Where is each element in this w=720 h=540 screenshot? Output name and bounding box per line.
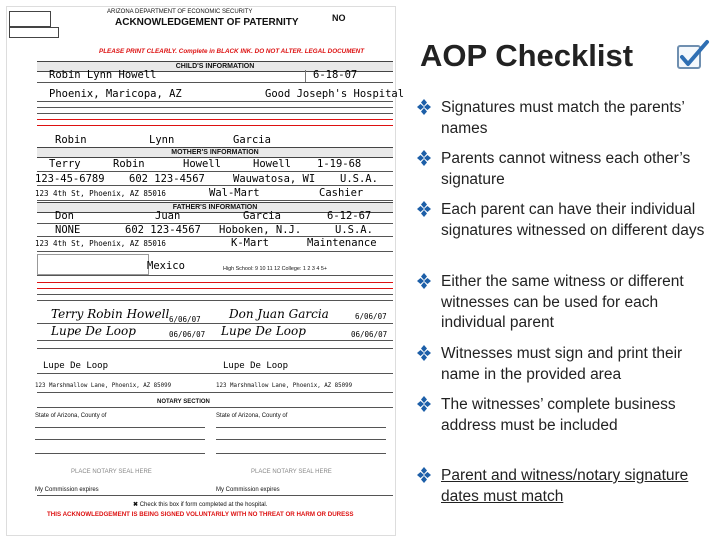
checklist-item-6-text: The witnesses’ complete business address must be included xyxy=(441,396,676,434)
checklist-item-2-text: Parents cannot witness each other’s signature xyxy=(441,150,691,188)
mother-ssn-value: 123-45-6789 xyxy=(35,173,105,185)
notary-state-2: State of Arizona, County of xyxy=(216,413,288,419)
mother-address-value: 123 4th St, Phoenix, AZ 85016 xyxy=(35,189,166,198)
notary-section-label: NOTARY SECTION xyxy=(157,399,210,405)
notary-seal-2: PLACE NOTARY SEAL HERE xyxy=(251,469,332,475)
witness-date-2: 06/06/07 xyxy=(351,330,388,339)
checklist-item-7 xyxy=(416,466,716,510)
form-id-box xyxy=(9,11,51,27)
father-employer-value: K-Mart xyxy=(231,237,269,249)
education-row: High School: 9 10 11 12 College: 1 2 3 4 5+ xyxy=(223,266,328,272)
permanent-box xyxy=(9,27,59,38)
father-first-value: Don xyxy=(55,210,74,222)
witness-print-1: Lupe De Loop xyxy=(43,361,109,371)
father-ssn-value: NONE xyxy=(55,224,81,236)
father-signature-scribble: Don Juan Garcia xyxy=(229,307,329,321)
father-sig-date: 6/06/07 xyxy=(355,312,387,321)
child-name-value: Robin Lynn Howell xyxy=(49,69,157,81)
slide-title: AOP Checklist xyxy=(420,38,634,73)
father-address-value: 123 4th St, Phoenix, AZ 85016 xyxy=(35,239,166,248)
section-mother-bar: MOTHER'S INFORMATION xyxy=(37,147,393,158)
witness-signature-2: Lupe De Loop xyxy=(221,324,306,338)
mother-signature-scribble: Terry Robin Howell xyxy=(51,307,170,321)
father-middle-value: Juan xyxy=(155,210,181,222)
diamond-bullet-icon xyxy=(416,395,432,413)
diamond-bullet-icon xyxy=(416,149,432,167)
mother-country-value: U.S.A. xyxy=(340,173,378,185)
checklist-item-3 xyxy=(416,200,716,272)
checkbox-check-icon xyxy=(675,38,711,74)
commission-2: My Commission expires xyxy=(216,487,280,493)
birth-place-value: Phoenix, Maricopa, AZ xyxy=(49,88,182,100)
section-father-bar: FATHER'S INFORMATION xyxy=(37,202,393,213)
child-dob-value: 6-18-07 xyxy=(313,69,358,81)
diamond-bullet-icon xyxy=(416,466,432,484)
witness-date-1: 06/06/07 xyxy=(169,330,206,339)
form-number-label: NO xyxy=(332,13,346,23)
witness-signature-1: Lupe De Loop xyxy=(51,324,136,338)
mother-maiden-value: Howell xyxy=(253,158,291,170)
diamond-bullet-icon xyxy=(416,200,432,218)
father-last-value: Garcia xyxy=(243,210,281,222)
child-first-value: Robin xyxy=(55,134,87,146)
hospital-value: Good Joseph's Hospital xyxy=(265,88,405,100)
father-occupation-value: Maintenance xyxy=(307,237,377,249)
father-birthplace-value: Hoboken, N.J. xyxy=(219,224,302,236)
father-dob-value: 6-12-67 xyxy=(327,210,372,222)
checklist-item-3-text: Each parent can have their individual signatures witnessed on different days xyxy=(441,201,705,239)
form-footer: THIS ACKNOWLEDGEMENT IS BEING SIGNED VOLUNTARILY WITH NO THREAT OR HARM OR DURESS xyxy=(47,511,354,518)
diamond-bullet-icon xyxy=(416,98,432,116)
mother-last-value: Howell xyxy=(183,158,221,170)
witness-address-2: 123 Marshmallow Lane, Phoenix, AZ 85099 xyxy=(216,383,353,389)
mother-sig-date: 6/06/07 xyxy=(169,315,201,324)
race-checkboxes xyxy=(37,254,149,275)
mother-phone-value: 602 123-4567 xyxy=(129,173,205,185)
notary-state-1: State of Arizona, County of xyxy=(35,413,107,419)
diamond-bullet-icon xyxy=(416,272,432,290)
witness-address-1: 123 Marshmallow Lane, Phoenix, AZ 85099 xyxy=(35,383,172,389)
checklist-item-1 xyxy=(416,98,716,149)
father-country-value: U.S.A. xyxy=(335,224,373,236)
mother-dob-value: 1-19-68 xyxy=(317,158,362,170)
checklist-item-7-text: Parent and witness/notary signature dates must match xyxy=(441,467,689,505)
checklist-item-5 xyxy=(416,344,716,395)
paternity-form-image xyxy=(6,6,405,536)
checklist-item-4-text: Either the same witness or different witnesses can be used for each individual parent xyxy=(441,273,684,331)
checklist-item-5-text: Witnesses must sign and print their name in the provided area xyxy=(441,345,683,383)
form-title: ACKNOWLEDGEMENT OF PATERNITY xyxy=(115,17,299,28)
mother-birthplace-value: Wauwatosa, WI xyxy=(233,173,316,185)
child-middle-value: Lynn xyxy=(149,134,175,146)
race-other-value: Mexico xyxy=(147,260,185,272)
checklist xyxy=(416,98,716,510)
checklist-item-6 xyxy=(416,395,716,466)
mother-middle-value: Robin xyxy=(113,158,145,170)
notary-seal-1: PLACE NOTARY SEAL HERE xyxy=(71,469,152,475)
form-instruction: PLEASE PRINT CLEARLY. Complete in BLACK INK. DO NOT ALTER. LEGAL DOCUMENT xyxy=(99,48,365,55)
mother-first-value: Terry xyxy=(49,158,81,170)
commission-1: My Commission expires xyxy=(35,487,99,493)
mother-occupation-value: Cashier xyxy=(319,187,364,199)
hospital-check-row: ✖ Check this box if form completed at the hospital. xyxy=(133,502,268,508)
mother-employer-value: Wal-Mart xyxy=(209,187,260,199)
agency-name: ARIZONA DEPARTMENT OF ECONOMIC SECURITY xyxy=(107,9,253,15)
checklist-item-2 xyxy=(416,149,716,200)
section-child-bar: CHILD'S INFORMATION xyxy=(37,61,393,72)
father-phone-value: 602 123-4567 xyxy=(125,224,201,236)
child-last-value: Garcia xyxy=(233,134,271,146)
witness-print-2: Lupe De Loop xyxy=(223,361,289,371)
diamond-bullet-icon xyxy=(416,344,432,362)
checklist-item-4 xyxy=(416,272,716,344)
checklist-item-1-text: Signatures must match the parents’ names xyxy=(441,99,685,137)
